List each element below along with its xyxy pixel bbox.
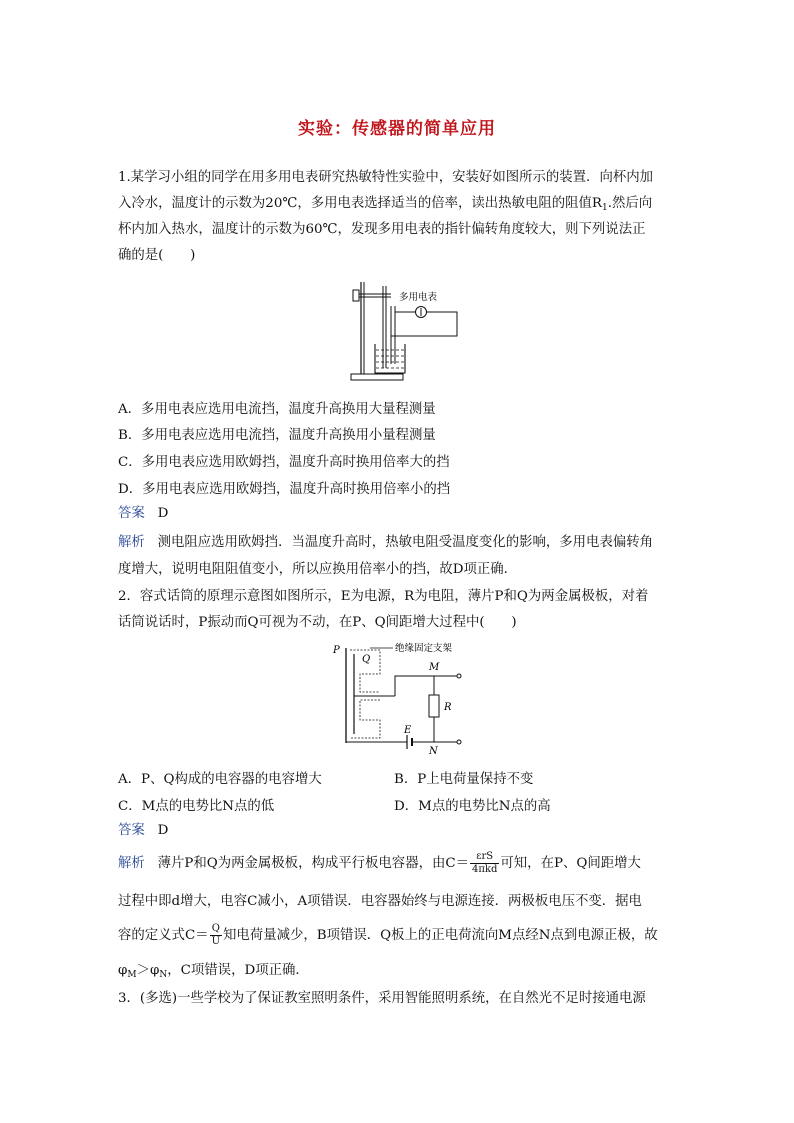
q2-analysis-line-4: $\varphi_M>\varphi_N$，C项错误，D项正确． xyxy=(118,963,309,980)
q1-line-4: 确的是( ) xyxy=(118,248,196,263)
q2-option-a: A．P、Q构成的电容器的电容增大 xyxy=(118,772,322,787)
q1-option-b: B．多用电表应选用电流挡，温度升高换用小量程测量 xyxy=(118,428,436,443)
support-label: 绝缘固定支架 xyxy=(395,643,453,654)
label-q: Q xyxy=(362,654,371,665)
label-p: P xyxy=(333,645,340,656)
q2-option-d: D．M点的电势比N点的高 xyxy=(394,799,551,814)
q2-option-b: B．P上电荷量保持不变 xyxy=(394,772,534,787)
page-title: 实验：传感器的简单应用 xyxy=(298,119,496,139)
q1-analysis-line-2: 度增大，说明电阻阻值变小，所以应换用倍率小的挡，故D项正确． xyxy=(118,562,518,577)
q2-option-c: C．M点的电势比N点的低 xyxy=(118,799,275,814)
q2-line-1: 2．容式话筒的原理示意图如图所示，E为电源，R为电阻，薄片P和Q为两金属极板，对着 xyxy=(118,589,649,604)
q1-line-3: 杯内加入热水，温度计的示数为60℃，发现多用电表的指针偏转角度较大，则下列说法正 xyxy=(118,222,646,237)
label-n: N xyxy=(429,746,438,756)
charge-formula: $\frac{Q}{U}$ xyxy=(211,923,221,947)
q1-line-2: 入冷水，温度计的示数为20℃，多用电表选择适当的倍率，读出热敏电阻的阻值$R_1$.然后向 xyxy=(118,196,653,213)
q1-answer: 答案 D xyxy=(118,506,169,521)
q1-apparatus-figure xyxy=(345,276,465,386)
q2-analysis-line-2: 过程中即d增大，电容C减小，A项错误．电容器始终与电源连接．两极板电压不变．据电 xyxy=(118,894,642,909)
label-e: E xyxy=(404,725,412,736)
label-r: R xyxy=(444,702,452,713)
q1-analysis-line-1: 解析 测电阻应选用欧姆挡．当温度升高时，热敏电阻受温度变化的影响，多用电表偏转角 xyxy=(118,535,654,550)
q1-option-a: A．多用电表应选用电流挡，温度升高换用大量程测量 xyxy=(118,402,436,417)
q1-option-c: C．多用电表应选用欧姆挡，温度升高时换用倍率大的挡 xyxy=(118,455,450,470)
q2-answer: 答案 D xyxy=(118,823,169,838)
q1-line-1: 1.某学习小组的同学在用多用电表研究热敏特性实验中，安装好如图所示的装置．向杯内加 xyxy=(118,170,654,185)
q2-analysis-line-1: 解析 薄片P和Q为两金属极板，构成平行板电容器，由C＝ $\frac{\text{εrS}}{\text{4πkd}}$ 可知，在P、Q间距增大 xyxy=(118,851,641,875)
q2-line-2: 话筒说话时，P振动而Q可视为不动，在P、Q间距增大过程中( ) xyxy=(118,615,517,630)
multimeter-label: 多用电表 xyxy=(399,292,438,303)
q3-line-1: 3．(多选)一些学校为了保证教室照明条件，采用智能照明系统，在自然光不足时接通电源 xyxy=(118,991,646,1006)
label-m: M xyxy=(429,662,440,673)
capacitance-formula: $\frac{\text{εrS}}{\text{4πkd}}$ xyxy=(472,851,498,875)
q2-microphone-figure xyxy=(325,638,475,756)
q2-analysis-line-3: 容的定义式C＝ $\frac{Q}{U}$ 知电荷量减少，B项错误．Q板上的正电荷流向M点经N点到电源正极，故 xyxy=(118,923,658,947)
q1-option-d: D．多用电表应选用欧姆挡，温度升高时换用倍率小的挡 xyxy=(118,482,451,497)
